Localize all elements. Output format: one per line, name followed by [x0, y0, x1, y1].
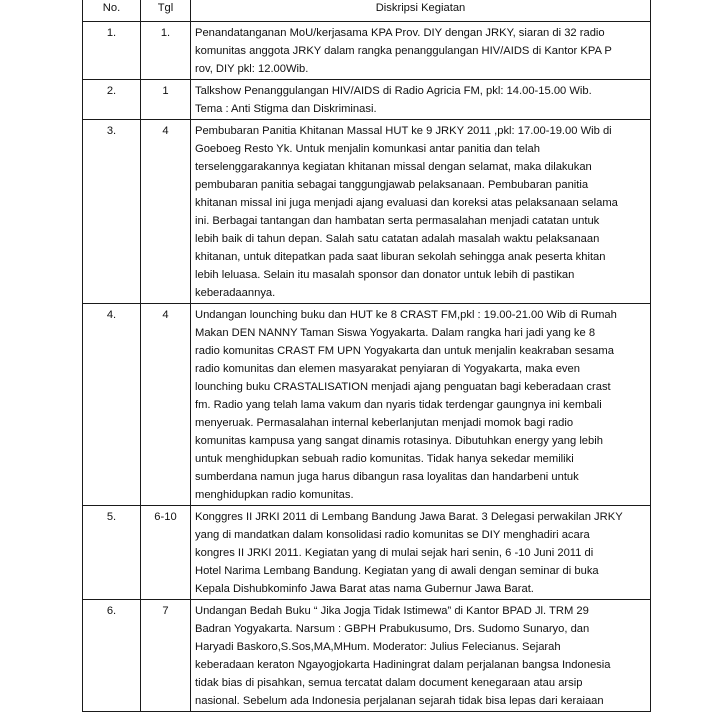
description-line: lounching buku CRASTALISATION menjadi ajang penguatan bagi keberadaan crast: [195, 381, 611, 393]
description-line: untuk menghidupkan sebuah radio komunitas. Tidak hanya sekedar memiliki: [195, 453, 574, 465]
cell-no: 2.: [83, 80, 141, 120]
description-line: Tema : Anti Stigma dan Diskriminasi.: [195, 103, 377, 115]
description-line: pembubaran panitia sebagai tanggungjawab pelaksanaan. Pembubaran panitia: [195, 179, 589, 191]
description-line: ini. Berbagai tantangan dan hambatan serta permasalahan menjadi catatan untuk: [195, 215, 600, 227]
table-row: [83, 600, 651, 712]
description-line: Undangan Bedah Buku “ Jika Jogja Tidak Istimewa” di Kantor BPAD Jl. TRM 29: [195, 605, 589, 617]
description-line: khitanan, untuk ditepatkan pada saat liburan sekolah sehingga anak peserta khitan: [195, 251, 606, 263]
cell-date: 4: [141, 304, 191, 506]
cell-no: 4.: [83, 304, 141, 506]
description-line: kongres II JRKI 2011. Kegiatan yang di mulai sejak hari senin, 6 -10 Juni 2011 di: [195, 547, 594, 559]
table-header-row: [83, 0, 651, 22]
description-line: keberadaan keraton Ngayogjokarta Hadiningrat dalam perjalanan bangsa Indonesia: [195, 659, 611, 671]
description-line: Hotel Narima Lembang Bandung. Kegiatan yang di awali dengan seminar di buka: [195, 565, 599, 577]
cell-no: 3.: [83, 120, 141, 304]
cell-no: 6.: [83, 600, 141, 712]
description-line: lebih baik di tahun depan. Salah satu catatan adalah masalah waktu pelaksanaan: [195, 233, 600, 245]
description-line: nasional. Sebelum ada Indonesia perjalanan sejarah tidak bisa lepas dari keraiaan: [195, 695, 604, 707]
cell-date: 7: [141, 600, 191, 712]
description-line: keberadaannya.: [195, 287, 276, 299]
description-line: Undangan lounching buku dan HUT ke 8 CRAST FM,pkl : 19.00-21.00 Wib di Rumah: [195, 309, 617, 321]
header-description: Diskripsi Kegiatan: [191, 0, 651, 22]
description-line: rov, DIY pkl: 12.00Wib.: [195, 63, 309, 75]
description-line: radio komunitas CRAST FM UPN Yogyakarta dan untuk menjalin keakraban sesama: [195, 345, 614, 357]
description-line: Makan DEN NANNY Taman Siswa Yogyakarta. Dalam rangka hari jadi yang ke 8: [195, 327, 596, 339]
cell-description: [191, 600, 651, 712]
description-line: komunitas kampusa yang sangat dinamis rotasinya. Dibutuhkan energy yang lebih: [195, 435, 603, 447]
description-line: khitanan missal ini juga menjadi ajang evaluasi dan koreksi atas pelaksanaan selama: [195, 197, 618, 209]
table-row: [83, 120, 651, 304]
activity-table: [82, 0, 651, 712]
table-body: [83, 22, 651, 712]
cell-date: 6-10: [141, 506, 191, 600]
cell-description: [191, 22, 651, 80]
description-line: menghidupkan radio komunitas.: [195, 489, 354, 501]
description-line: Haryadi Baskoro,S.Sos,MA,MHum. Moderator: Julius Felecianus. Sejarah: [195, 641, 561, 653]
description-line: fm. Radio yang telah lama vakum dan nyaris tidak terdengar gaungnya ini kembali: [195, 399, 602, 411]
table-row: [83, 22, 651, 80]
description-line: Kepala Dishubkominfo Jawa Barat atas nama Gubernur Jawa Barat.: [195, 583, 534, 595]
description-line: Pembubaran Panitia Khitanan Massal HUT ke 9 JRKY 2011 ,pkl: 17.00-19.00 Wib di: [195, 125, 612, 137]
cell-date: 1: [141, 80, 191, 120]
description-line: radio komunitas dan elemen masyarakat penyiaran di Yogyakarta, maka even: [195, 363, 580, 375]
description-line: Penandatanganan MoU/kerjasama KPA Prov. DIY dengan JRKY, siaran di 32 radio: [195, 27, 605, 39]
header-tgl: Tgl: [141, 0, 191, 22]
cell-description: [191, 506, 651, 600]
description-line: tidak bias di pisahkan, semua tercatat dalam document kenegaraan atau arsip: [195, 677, 583, 689]
cell-description: [191, 80, 651, 120]
description-line: Konggres II JRKI 2011 di Lembang Bandung Jawa Barat. 3 Delegasi perwakilan JRKY: [195, 511, 623, 523]
cell-no: 1.: [83, 22, 141, 80]
description-line: Goeboeg Resto Yk. Untuk menjalin komunkasi antar panitia dan telah: [195, 143, 540, 155]
description-line: yang di mandatkan dalam konsolidasi radio komunitas se DIY menghadiri acara: [195, 529, 590, 541]
description-line: komunitas anggota JRKY dalam rangka penanggulangan HIV/AIDS di Kantor KPA P: [195, 45, 612, 57]
header-no: No.: [83, 0, 141, 22]
description-line: lebih leluasa. Selain itu masalah sponsor dan donator untuk lebih di pastikan: [195, 269, 575, 281]
description-line: Talkshow Penanggulangan HIV/AIDS di Radio Agricia FM, pkl: 14.00-15.00 Wib.: [195, 85, 592, 97]
table-row: [83, 80, 651, 120]
description-line: sumberdana namun juga harus dibangun rasa loyalitas dan handarbeni untuk: [195, 471, 579, 483]
cell-no: 5.: [83, 506, 141, 600]
cell-description: [191, 120, 651, 304]
cell-description: [191, 304, 651, 506]
description-line: Badran Yogyakarta. Narsum : GBPH Prabukusumo, Drs. Sudomo Sunaryo, dan: [195, 623, 590, 635]
description-line: menyeruak. Permasalahan internal keberlanjutan menjadi momok bagi radio: [195, 417, 574, 429]
table-row: [83, 304, 651, 506]
cell-date: 4: [141, 120, 191, 304]
table-row: [83, 506, 651, 600]
cell-date: 1.: [141, 22, 191, 80]
description-line: terselenggarakannya kegiatan khitanan missal dengan selamat, maka dilakukan: [195, 161, 592, 173]
